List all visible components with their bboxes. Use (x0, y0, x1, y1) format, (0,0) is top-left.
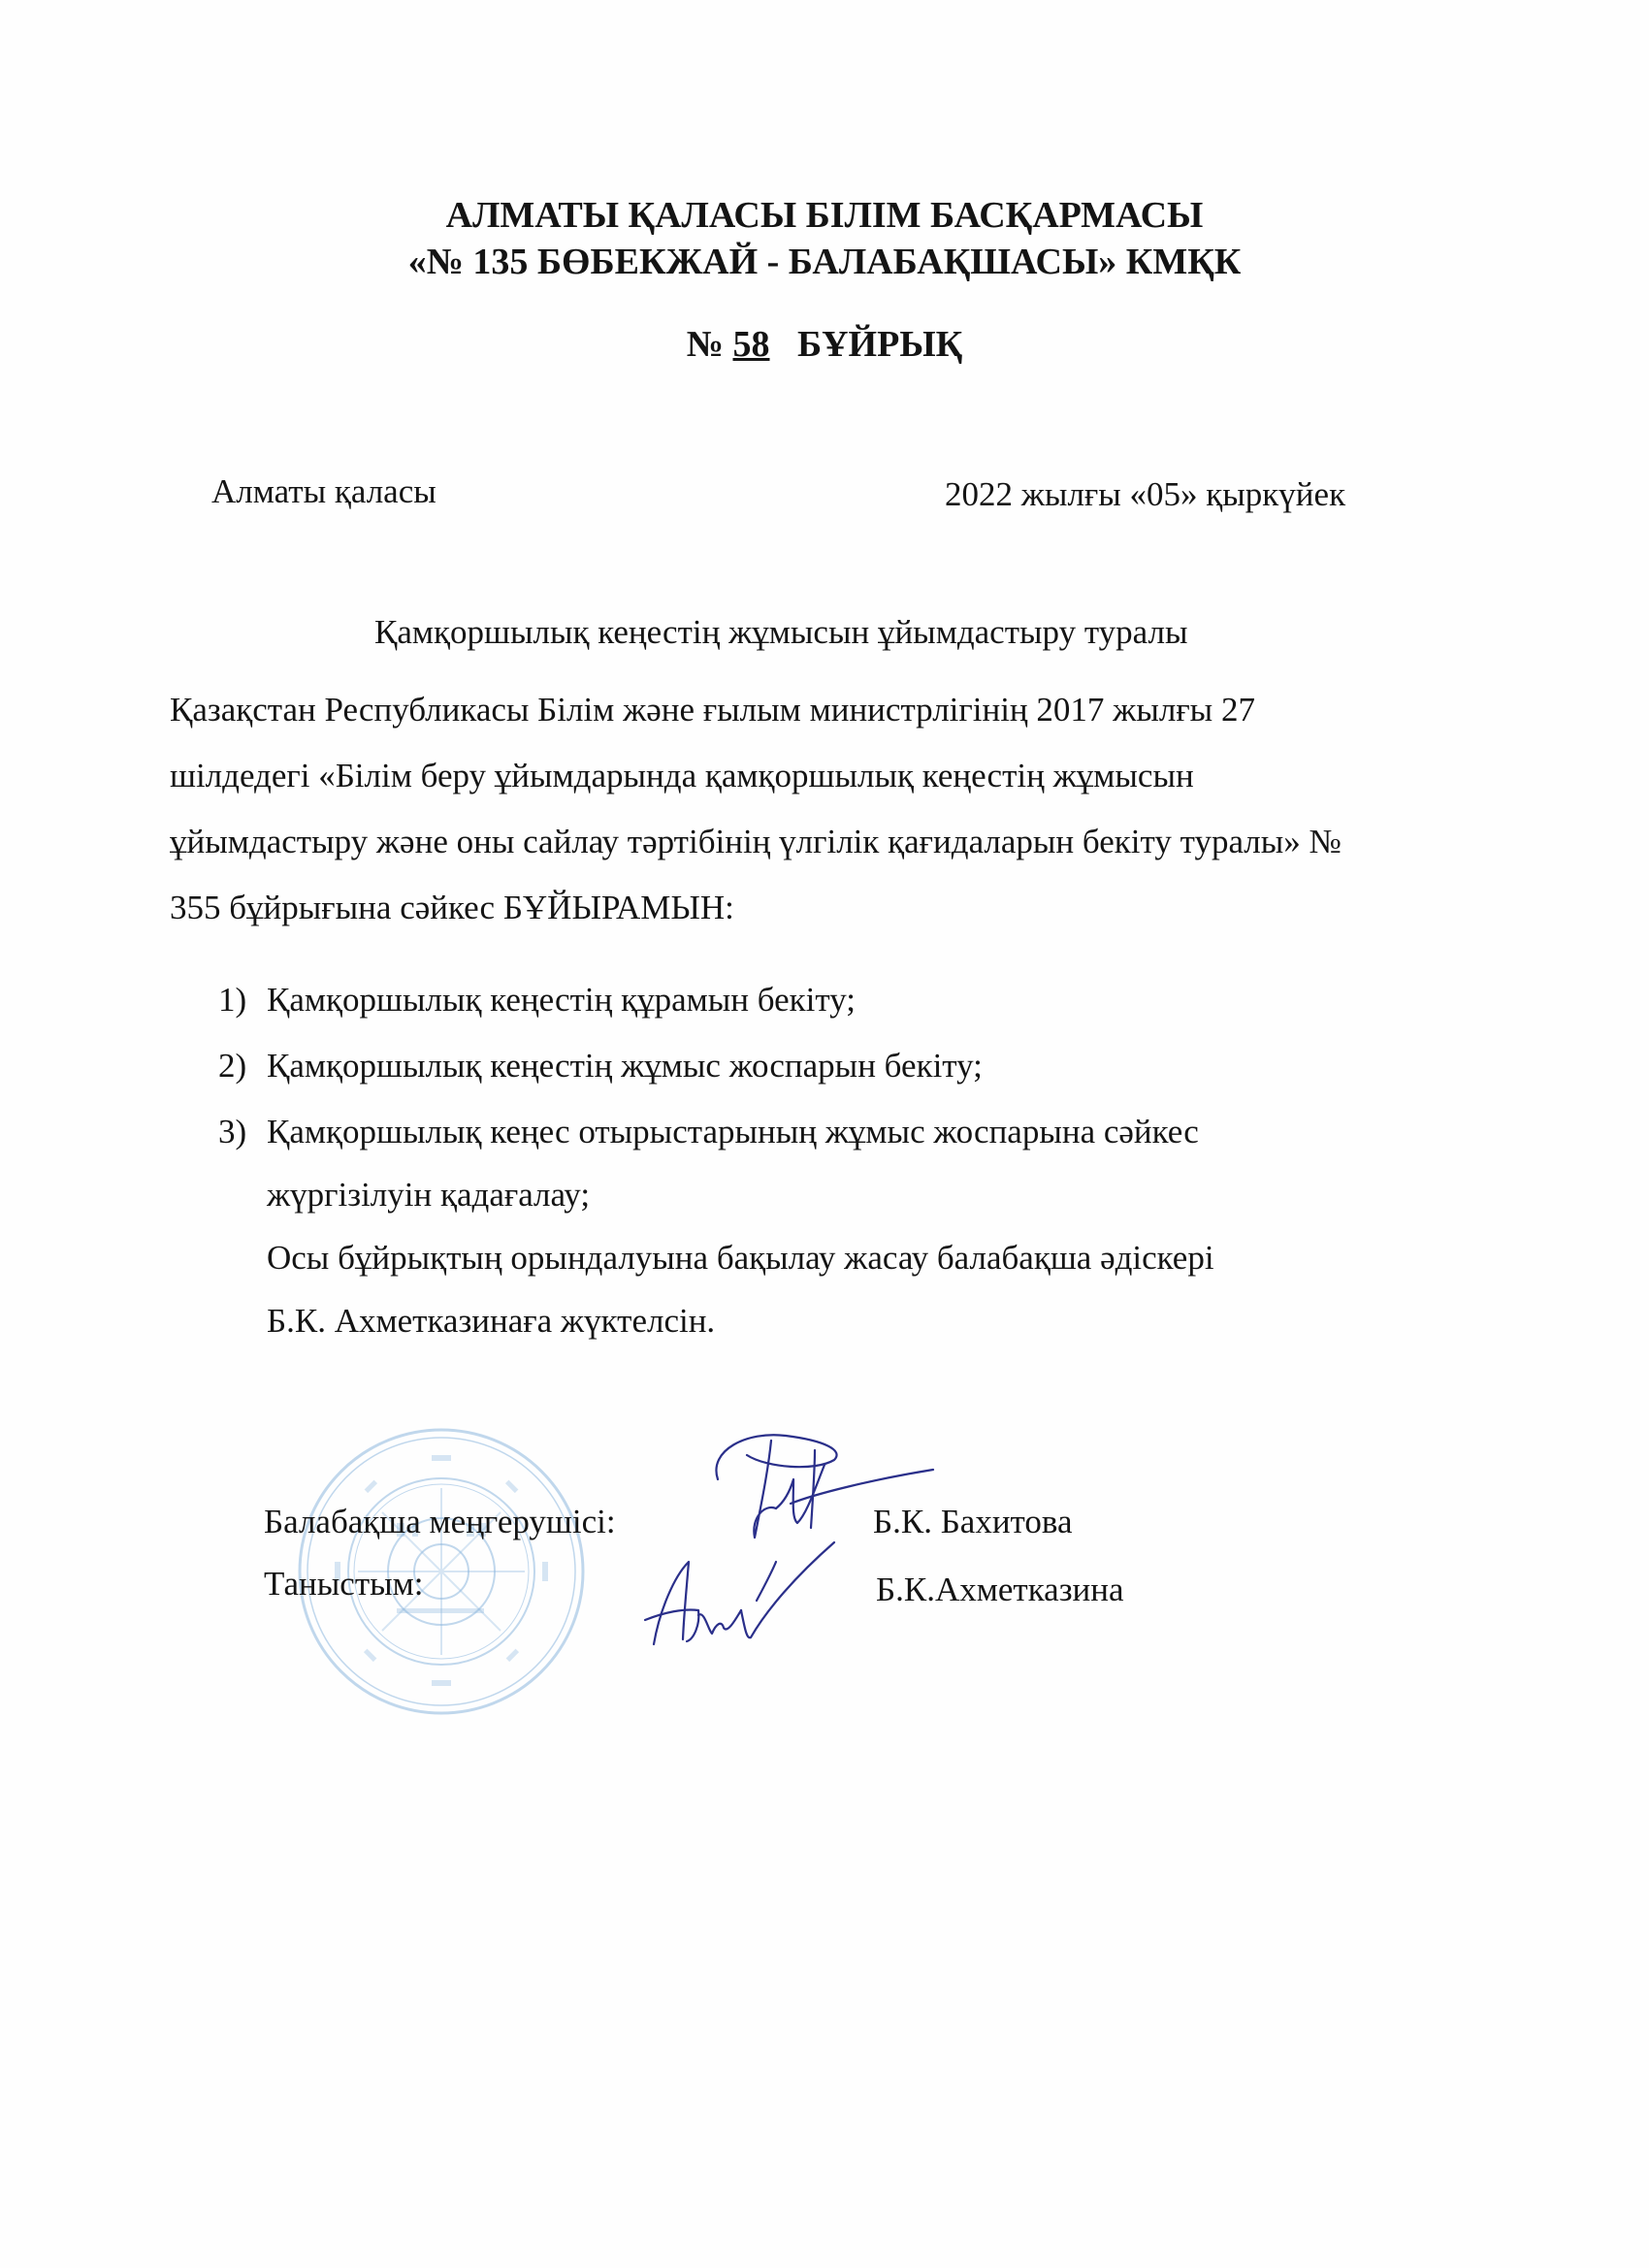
list-marker: 3) (218, 1113, 247, 1150)
order-number: 58 (732, 324, 770, 365)
order-title (0, 323, 1649, 366)
preamble-line: Қазақстан Республикасы Білім және ғылым министрлігінің 2017 жылғы 27 (170, 691, 1255, 729)
list-item-continuation: жүргізілуін қадағалау; (267, 1176, 591, 1214)
order-type: БҰЙРЫҚ (796, 324, 963, 365)
list-item: Қамқоршылық кеңестің жұмыс жоспарын бекіту; (267, 1047, 983, 1085)
place: Алматы қаласы (211, 472, 436, 510)
list-marker: 2) (218, 1047, 247, 1085)
organization-name: АЛМАТЫ ҚАЛАСЫ БІЛІМ БАСҚАРМАСЫ (445, 195, 1204, 236)
acknowledged-label: Таныстым: (264, 1565, 424, 1603)
acknowledged-signature (640, 1533, 854, 1659)
date: 2022 жылғы «05» қыркүйек (945, 475, 1346, 513)
order-number-prefix: № (686, 324, 724, 365)
list-marker: 1) (218, 981, 247, 1019)
preamble-line: шілдедегі «Білім беру ұйымдарында қамқоршылық кеңестің жұмысын (170, 757, 1194, 794)
order-subject: Қамқоршылық кеңестің жұмысын ұйымдастыру туралы (374, 613, 1188, 651)
preamble-line: 355 бұйрығына сәйкес БҰЙЫРАМЫН: (170, 889, 734, 926)
control-line: Осы бұйрықтың орындалуына бақылау жасау балабақша әдіскері (267, 1239, 1214, 1277)
head-label: Балабақша меңгерушісі: (264, 1503, 616, 1540)
acknowledged-name: Б.К.Ахметказина (876, 1571, 1124, 1608)
control-line: Б.К. Ахметказинаға жүктелсін. (267, 1302, 716, 1340)
head-name: Б.К. Бахитова (873, 1503, 1073, 1540)
kindergarten-name: «№ 135 БӨБЕКЖАЙ - БАЛАБАҚШАСЫ» КМҚК (407, 242, 1242, 282)
preamble-line: ұйымдастыру және оны сайлау тәртібінің үлгілік қағидаларын бекіту туралы» № (170, 823, 1342, 860)
list-item: Қамқоршылық кеңес отырыстарының жұмыс жоспарына сәйкес (267, 1113, 1199, 1150)
list-item: Қамқоршылық кеңестің құрамын бекіту; (267, 981, 856, 1019)
